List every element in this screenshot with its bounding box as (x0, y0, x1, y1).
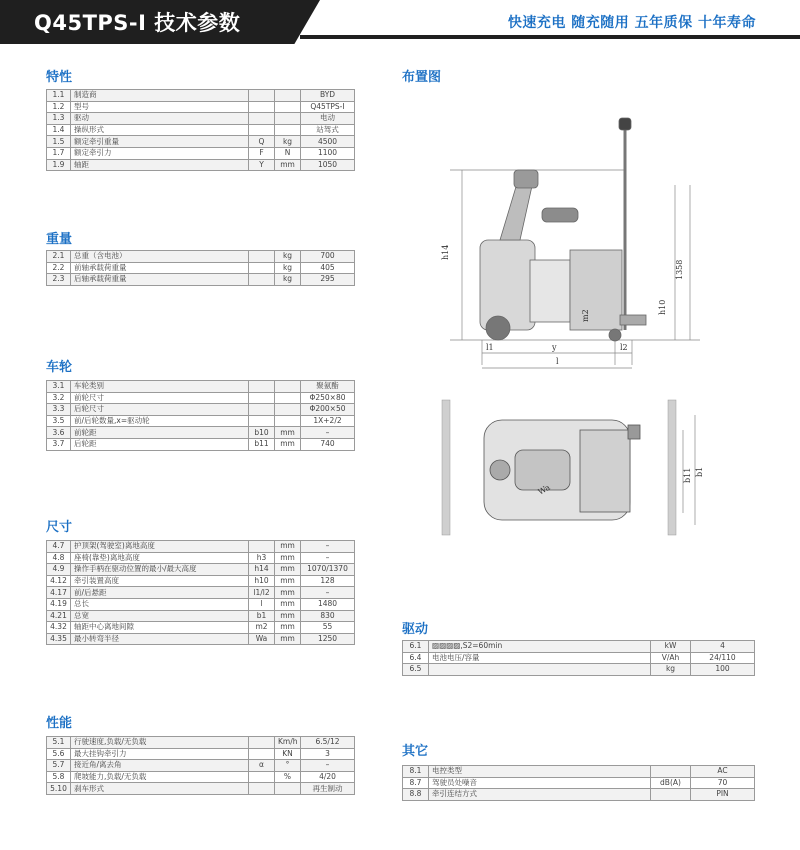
cell-unit: mm (275, 438, 301, 450)
cell-val: 聚氨酯 (301, 381, 355, 393)
cell-unit: V/Ah (651, 652, 691, 664)
cell-no: 1.7 (47, 147, 71, 159)
cell-name: 牵引装置高度 (71, 575, 249, 587)
section-title-other: 其它 (402, 744, 429, 759)
cell-no: 4.8 (47, 552, 71, 564)
cell-no: 4.21 (47, 610, 71, 622)
cell-val: 405 (301, 262, 355, 274)
cell-unit: mm (275, 575, 301, 587)
cell-no: 1.9 (47, 159, 71, 171)
cell-name: 护顶架(驾驶室)离地高度 (71, 541, 249, 553)
cell-sym (249, 113, 275, 125)
cell-val: – (301, 760, 355, 772)
cell-val: – (301, 427, 355, 439)
cell-sym (249, 783, 275, 795)
cell-sym: Y (249, 159, 275, 171)
cell-no: 4.17 (47, 587, 71, 599)
cell-name: 最大挂钩牵引力 (71, 748, 249, 760)
table-row (47, 404, 355, 416)
cell-name: 型号 (71, 101, 249, 113)
cell-unit (275, 113, 301, 125)
cell-val: 1480 (301, 598, 355, 610)
cell-sym: b1 (249, 610, 275, 622)
cell-unit (275, 124, 301, 136)
cell-val: AC (691, 766, 755, 778)
cell-no: 3.6 (47, 427, 71, 439)
wheels-table (46, 380, 355, 451)
cell-no: 2.3 (47, 274, 71, 286)
table-row (47, 783, 355, 795)
label-m2: m2 (581, 309, 590, 322)
cell-val: Q45TPS-I (301, 101, 355, 113)
side-view-drawing (420, 100, 720, 390)
cell-name: 前轮尺寸 (71, 392, 249, 404)
cell-sym: h14 (249, 564, 275, 576)
cell-sym: b11 (249, 438, 275, 450)
cell-name: 操纵形式 (71, 124, 249, 136)
cell-unit: mm (275, 427, 301, 439)
cell-no: 4.19 (47, 598, 71, 610)
cell-name: 电池电压/容量 (429, 652, 651, 664)
cell-name: 后轮尺寸 (71, 404, 249, 416)
table-row (47, 90, 355, 102)
table-row (403, 766, 755, 778)
cell-unit (275, 783, 301, 795)
cell-sym (249, 381, 275, 393)
cell-unit: % (275, 771, 301, 783)
cell-sym (249, 90, 275, 102)
cell-sym (249, 404, 275, 416)
cell-val: 4 (691, 641, 755, 653)
cell-no: 5.8 (47, 771, 71, 783)
cell-val: PIN (691, 789, 755, 801)
cell-name: 电控类型 (429, 766, 651, 778)
cell-name: 前/后轮数量,x=驱动轮 (71, 415, 249, 427)
cell-unit: kg (651, 664, 691, 676)
cell-no: 8.1 (403, 766, 429, 778)
label-wa: Wa (536, 482, 552, 497)
cell-val: 再生制动 (301, 783, 355, 795)
cell-no: 1.5 (47, 136, 71, 148)
table-row (47, 113, 355, 125)
section-title-weight: 重量 (46, 232, 73, 247)
cell-val: 295 (301, 274, 355, 286)
cell-sym (249, 415, 275, 427)
cell-unit (275, 404, 301, 416)
label-1358: 1358 (675, 259, 684, 280)
table-row (403, 652, 755, 664)
cell-sym: l1/l2 (249, 587, 275, 599)
cell-name: 车轮类别 (71, 381, 249, 393)
cell-no: 4.12 (47, 575, 71, 587)
cell-val: 6.5/12 (301, 737, 355, 749)
cell-sym (249, 541, 275, 553)
table-row (403, 664, 755, 676)
cell-val: 70 (691, 777, 755, 789)
cell-unit (275, 392, 301, 404)
cell-no: 1.2 (47, 101, 71, 113)
cell-name: 制造商 (71, 90, 249, 102)
cell-name: 行驶速度,负载/无负载 (71, 737, 249, 749)
cell-val: 55 (301, 622, 355, 634)
cell-name: 后轴承载荷重量 (71, 274, 249, 286)
cell-no: 5.7 (47, 760, 71, 772)
cell-val: 电动 (301, 113, 355, 125)
section-title-wheels: 车轮 (46, 360, 73, 375)
cell-sym (249, 748, 275, 760)
features-table (46, 89, 355, 171)
label-l2: l2 (620, 343, 628, 352)
section-title-dimensions: 尺寸 (46, 520, 73, 535)
cell-val: BYD (301, 90, 355, 102)
cell-name: 前轴承载荷重量 (71, 262, 249, 274)
table-row (47, 760, 355, 772)
label-l: l (556, 357, 559, 366)
cell-sym (249, 392, 275, 404)
dimensions-table (46, 540, 355, 645)
table-row (47, 159, 355, 171)
cell-no: 4.35 (47, 633, 71, 645)
label-b11: b11 (683, 467, 692, 483)
cell-val: – (301, 541, 355, 553)
cell-no: 2.2 (47, 262, 71, 274)
table-row (47, 737, 355, 749)
cell-unit: mm (275, 610, 301, 622)
label-h10: h10 (658, 299, 667, 315)
cell-name: 爬坡能力,负载/无负载 (71, 771, 249, 783)
cell-val: 1250 (301, 633, 355, 645)
cell-no: 8.7 (403, 777, 429, 789)
cell-val: 1070/1370 (301, 564, 355, 576)
cell-unit: kg (275, 274, 301, 286)
table-row (47, 101, 355, 113)
cell-no: 2.1 (47, 251, 71, 263)
section-title-drive: 驱动 (402, 622, 429, 637)
top-view-drawing (440, 395, 704, 540)
cell-no: 5.6 (47, 748, 71, 760)
section-title-performance: 性能 (46, 716, 73, 731)
cell-name: 总宽 (71, 610, 249, 622)
cell-name: 轴距中心离地间隙 (71, 622, 249, 634)
cell-no: 3.5 (47, 415, 71, 427)
drive-table (402, 640, 755, 676)
cell-val: 740 (301, 438, 355, 450)
cell-unit: kW (651, 641, 691, 653)
cell-sym: m2 (249, 622, 275, 634)
other-table (402, 765, 755, 801)
cell-val: 4500 (301, 136, 355, 148)
label-h14: h14 (441, 244, 450, 260)
label-l1: l1 (486, 343, 494, 352)
cell-val: – (301, 587, 355, 599)
table-row (47, 598, 355, 610)
cell-name: ▨▨▨▨,S2=60min (429, 641, 651, 653)
cell-name: 座椅(靠垫)离地高度 (71, 552, 249, 564)
table-row (47, 575, 355, 587)
cell-unit: N (275, 147, 301, 159)
table-row (47, 251, 355, 263)
cell-unit: mm (275, 622, 301, 634)
cell-sym: Wa (249, 633, 275, 645)
cell-no: 6.5 (403, 664, 429, 676)
cell-name: 操作手柄在驱动位置的最小/最大高度 (71, 564, 249, 576)
table-row (47, 438, 355, 450)
page-title: Q45TPS-I 技术参数 (34, 11, 241, 35)
cell-no: 3.7 (47, 438, 71, 450)
cell-sym: F (249, 147, 275, 159)
cell-unit: kg (275, 136, 301, 148)
cell-name: 额定牵引重量 (71, 136, 249, 148)
cell-unit: mm (275, 552, 301, 564)
cell-no: 1.1 (47, 90, 71, 102)
table-row (47, 541, 355, 553)
table-row (47, 381, 355, 393)
cell-name: 接近角/离去角 (71, 760, 249, 772)
cell-unit: KN (275, 748, 301, 760)
table-row (47, 748, 355, 760)
cell-sym: α (249, 760, 275, 772)
cell-no: 1.4 (47, 124, 71, 136)
cell-unit: kg (275, 251, 301, 263)
table-row (47, 147, 355, 159)
table-row (403, 789, 755, 801)
cell-sym: l (249, 598, 275, 610)
cell-unit: mm (275, 564, 301, 576)
cell-name: 轴距 (71, 159, 249, 171)
cell-name: 牵引连结方式 (429, 789, 651, 801)
cell-name: 驾驶员处噪音 (429, 777, 651, 789)
table-row (47, 136, 355, 148)
cell-unit: kg (275, 262, 301, 274)
cell-val: Φ250×80 (301, 392, 355, 404)
table-row (47, 610, 355, 622)
cell-sym (249, 262, 275, 274)
cell-unit (651, 766, 691, 778)
cell-unit: Km/h (275, 737, 301, 749)
cell-unit (275, 101, 301, 113)
table-row (47, 274, 355, 286)
header-divider (300, 35, 800, 39)
cell-unit: mm (275, 598, 301, 610)
cell-sym (249, 101, 275, 113)
cell-no: 4.32 (47, 622, 71, 634)
section-title-layout: 布置图 (402, 70, 442, 85)
cell-no: 1.3 (47, 113, 71, 125)
table-row (403, 777, 755, 789)
cell-no: 6.1 (403, 641, 429, 653)
table-row (47, 124, 355, 136)
cell-name: 前轮距 (71, 427, 249, 439)
table-row (47, 564, 355, 576)
cell-unit: mm (275, 541, 301, 553)
cell-sym (249, 124, 275, 136)
cell-sym: h10 (249, 575, 275, 587)
cell-val: Φ200×50 (301, 404, 355, 416)
cell-val: 700 (301, 251, 355, 263)
cell-sym: Q (249, 136, 275, 148)
cell-unit: mm (275, 633, 301, 645)
cell-sym (249, 771, 275, 783)
performance-table (46, 736, 355, 795)
cell-name (429, 664, 651, 676)
cell-no: 3.3 (47, 404, 71, 416)
table-row (47, 633, 355, 645)
weight-table (46, 250, 355, 286)
cell-val: 1100 (301, 147, 355, 159)
table-row (47, 771, 355, 783)
cell-val: 站驾式 (301, 124, 355, 136)
cell-val: 24/110 (691, 652, 755, 664)
cell-sym: b10 (249, 427, 275, 439)
cell-val: 1050 (301, 159, 355, 171)
table-row (403, 641, 755, 653)
cell-no: 3.2 (47, 392, 71, 404)
cell-unit (651, 789, 691, 801)
cell-no: 4.9 (47, 564, 71, 576)
cell-unit (275, 90, 301, 102)
cell-name: 最小转弯半径 (71, 633, 249, 645)
page-header (0, 0, 800, 44)
cell-val: 100 (691, 664, 755, 676)
cell-unit (275, 381, 301, 393)
cell-val: – (301, 552, 355, 564)
cell-name: 驱动 (71, 113, 249, 125)
table-row (47, 392, 355, 404)
cell-val: 830 (301, 610, 355, 622)
cell-name: 总长 (71, 598, 249, 610)
cell-unit: ° (275, 760, 301, 772)
section-title-features: 特性 (46, 70, 73, 85)
table-row (47, 587, 355, 599)
cell-sym (249, 274, 275, 286)
table-row (47, 427, 355, 439)
cell-unit: dB(A) (651, 777, 691, 789)
cell-sym: h3 (249, 552, 275, 564)
cell-sym (249, 737, 275, 749)
cell-val: 128 (301, 575, 355, 587)
cell-name: 刹车形式 (71, 783, 249, 795)
table-row (47, 622, 355, 634)
cell-sym (249, 251, 275, 263)
cell-unit: mm (275, 587, 301, 599)
table-row (47, 262, 355, 274)
cell-val: 3 (301, 748, 355, 760)
label-y: y (552, 343, 557, 352)
table-row (47, 552, 355, 564)
cell-val: 1X+2/2 (301, 415, 355, 427)
cell-unit (275, 415, 301, 427)
cell-no: 5.1 (47, 737, 71, 749)
cell-no: 8.8 (403, 789, 429, 801)
header-tagline: 快速充电 随充随用 五年质保 十年寿命 (507, 15, 756, 31)
table-row (47, 415, 355, 427)
cell-unit: mm (275, 159, 301, 171)
label-b1: b1 (695, 466, 704, 477)
cell-no: 4.7 (47, 541, 71, 553)
cell-name: 总重（含电池） (71, 251, 249, 263)
cell-name: 前/后悬距 (71, 587, 249, 599)
cell-no: 6.4 (403, 652, 429, 664)
cell-name: 额定牵引力 (71, 147, 249, 159)
cell-no: 5.10 (47, 783, 71, 795)
cell-no: 3.1 (47, 381, 71, 393)
cell-name: 后轮距 (71, 438, 249, 450)
cell-val: 4/20 (301, 771, 355, 783)
